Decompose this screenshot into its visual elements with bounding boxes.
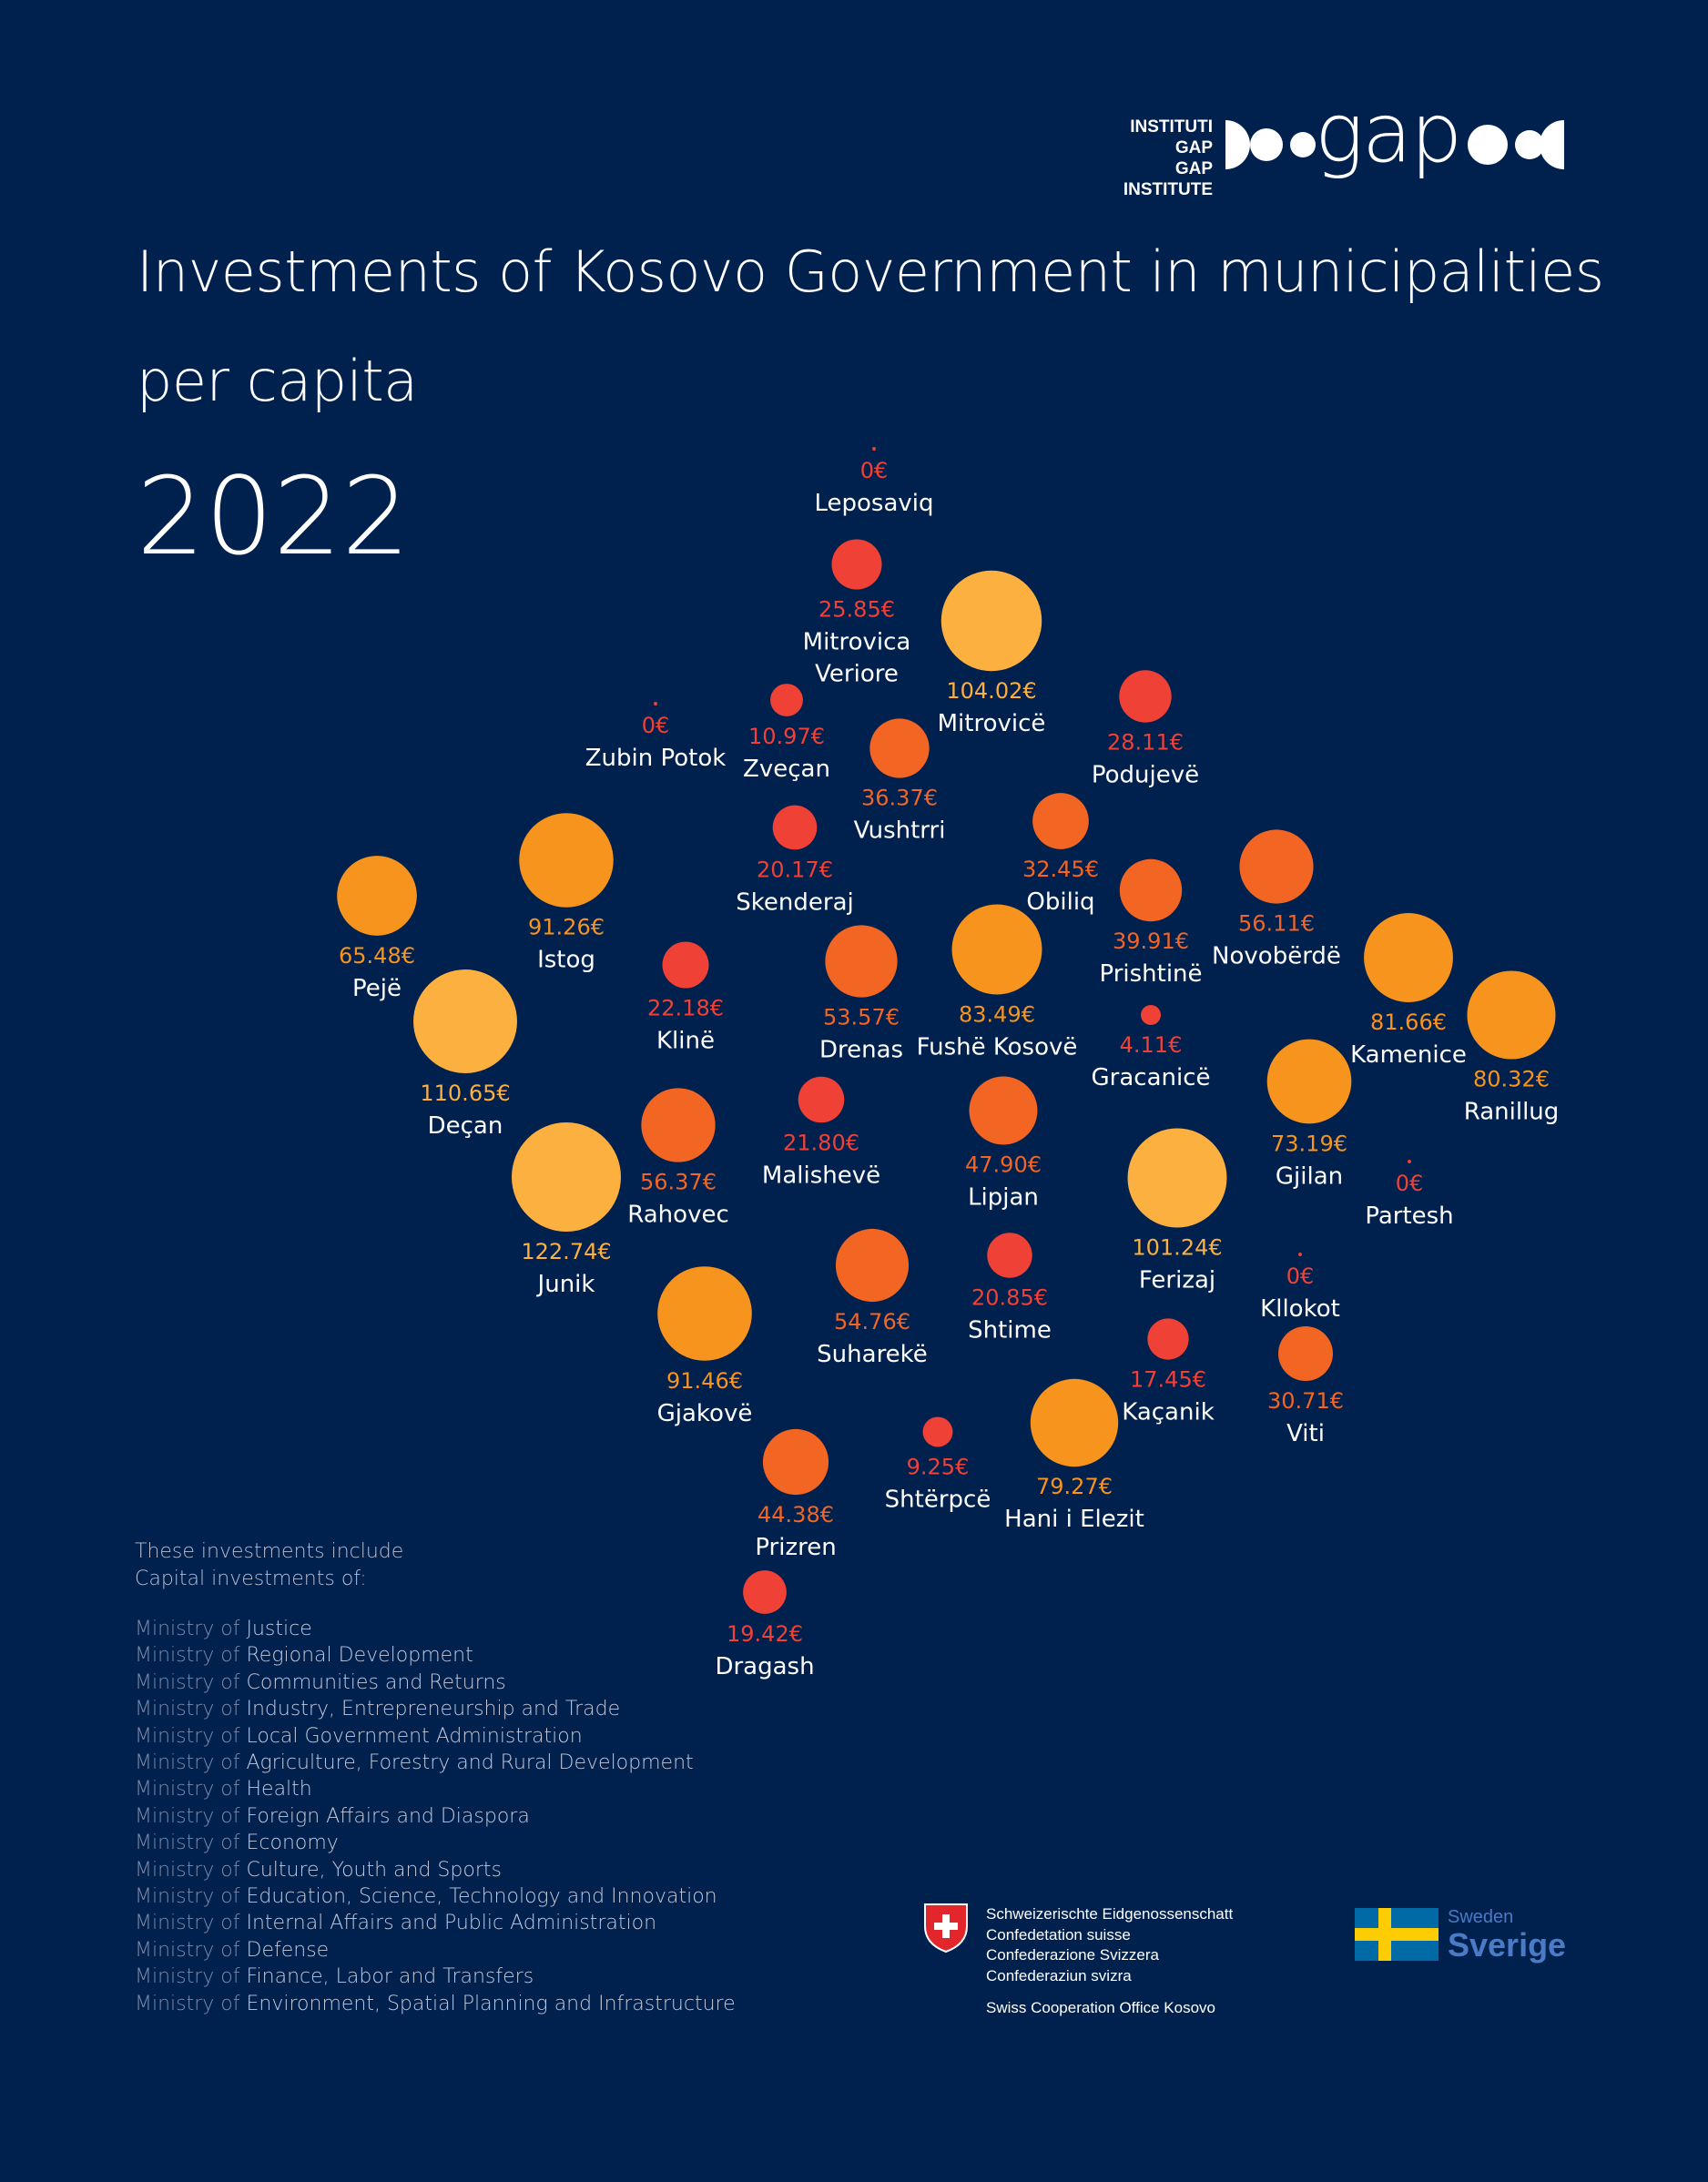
municipality-label: Ferizaj — [1138, 1266, 1216, 1294]
value-label: 79.27€ — [1036, 1474, 1113, 1500]
ministry-name: Regional Development — [246, 1644, 473, 1668]
bubble — [952, 905, 1042, 995]
value-label: 56.37€ — [640, 1169, 717, 1195]
municipality-label: Pejë — [352, 974, 402, 1002]
brand-word: gap — [1315, 86, 1461, 181]
value-label: 32.45€ — [1022, 856, 1099, 882]
municipality-drenas — [819, 925, 903, 1063]
value-label: 56.11€ — [1238, 910, 1315, 937]
bubble — [872, 447, 876, 451]
value-label: 110.65€ — [420, 1080, 511, 1106]
ministry-name: Industry, Entrepreneurship and Trade — [246, 1698, 621, 1721]
bubble — [1147, 1318, 1188, 1359]
value-label: 91.46€ — [666, 1367, 743, 1394]
page-subtitle: per capita — [137, 348, 418, 414]
municipality-label: Gracanicë — [1091, 1063, 1211, 1091]
value-label: 122.74€ — [521, 1239, 612, 1264]
municipality-novoberde — [1212, 829, 1341, 969]
ministry-name: Justice — [246, 1618, 312, 1640]
municipality-label: Leposaviq — [814, 490, 934, 517]
bubble — [662, 941, 708, 988]
value-label: 30.71€ — [1267, 1388, 1344, 1415]
ministry-item — [135, 1776, 736, 1802]
value-label: 22.18€ — [647, 995, 724, 1021]
value-label: 91.26€ — [528, 914, 605, 940]
value-label: 21.80€ — [783, 1130, 859, 1156]
sweden-wordmark — [1448, 1907, 1566, 1963]
investment-note — [135, 1538, 403, 1593]
ministry-item — [135, 1696, 736, 1722]
bubble — [1267, 1040, 1352, 1124]
swiss-line: Confederaziun svizra — [986, 1966, 1132, 1984]
municipality-label: Mitrovicë — [937, 710, 1046, 738]
value-label: 20.85€ — [971, 1284, 1048, 1311]
ministry-item — [135, 1910, 736, 1936]
value-label: 39.91€ — [1113, 929, 1189, 955]
value-label: 0€ — [641, 713, 670, 738]
municipality-label: Dragash — [715, 1652, 815, 1680]
value-label: 9.25€ — [906, 1454, 970, 1480]
municipality-podujeve — [1092, 670, 1199, 788]
swiss-office-label: Swiss Cooperation Office Kosovo — [986, 1999, 1215, 2016]
municipality-partesh — [1365, 1160, 1453, 1230]
bubble — [1141, 1005, 1161, 1025]
municipality-label: Prishtinë — [1099, 960, 1203, 989]
value-label: 80.32€ — [1473, 1066, 1550, 1092]
swiss-line: Schweizerischte Eidgenossenschatt — [986, 1905, 1234, 1923]
ministry-name: Communities and Returns — [246, 1670, 506, 1694]
ministry-prefix: Ministry of — [135, 1618, 247, 1640]
municipality-label: Drenas — [818, 1036, 904, 1064]
municipality-label: Fushë Kosovë — [916, 1033, 1078, 1061]
bubble — [869, 718, 929, 777]
ministry-item — [135, 1830, 736, 1856]
ministry-item — [135, 1642, 736, 1669]
bubble — [987, 1233, 1032, 1277]
municipality-label: Novobërdë — [1212, 942, 1341, 970]
ministry-prefix: Ministry of — [135, 1965, 247, 1989]
value-label: 25.85€ — [818, 596, 895, 623]
bubble — [923, 1417, 953, 1447]
bubble — [1298, 1253, 1302, 1256]
municipality-label: Rahovec — [627, 1201, 729, 1229]
swiss-shield-icon — [923, 1903, 969, 1954]
bubble — [763, 1429, 829, 1495]
municipality-label: Obiliq — [1026, 888, 1095, 916]
municipality-label: Ranillug — [1463, 1098, 1560, 1126]
municipality-gracanice — [1092, 1005, 1211, 1091]
ministry-item — [135, 1669, 736, 1696]
brand-line-2: GAP INSTITUTE — [1123, 159, 1213, 199]
ministry-prefix: Ministry of — [135, 1938, 247, 1962]
ministry-name: Finance, Labor and Transfers — [246, 1965, 534, 1989]
value-label: 0€ — [859, 458, 889, 483]
bubble — [1278, 1326, 1333, 1381]
sweden-small: Sweden — [1448, 1907, 1514, 1927]
value-label: 101.24€ — [1132, 1234, 1223, 1261]
municipality-suhareke — [817, 1229, 928, 1368]
ministry-prefix: Ministry of — [135, 1724, 247, 1748]
municipality-prishtine — [1099, 859, 1202, 988]
municipality-label: Skenderaj — [736, 888, 854, 917]
municipality-label: Veriore — [815, 660, 899, 688]
value-label: 47.90€ — [965, 1152, 1042, 1178]
municipality-zvecan — [743, 684, 830, 783]
bubble — [743, 1570, 787, 1614]
bubble — [1120, 859, 1182, 921]
bubble — [798, 1077, 845, 1123]
bubble — [1239, 829, 1313, 903]
ministry-name: Local Government Administration — [246, 1724, 583, 1748]
municipality-kllokot — [1260, 1253, 1340, 1323]
ministry-prefix: Ministry of — [135, 1644, 247, 1668]
municipality-label: Prizren — [755, 1534, 837, 1562]
municipality-lipjan — [965, 1077, 1042, 1212]
ministry-list — [135, 1616, 736, 2017]
municipality-label: Zveçan — [743, 755, 830, 783]
ministry-item — [135, 1723, 736, 1750]
municipality-mitrovica-veriore — [803, 539, 911, 687]
bubble — [831, 539, 881, 589]
municipality-obiliq — [1022, 793, 1099, 916]
municipality-kamenice — [1350, 913, 1467, 1069]
bubble — [1128, 1129, 1227, 1228]
ministry-name: Health — [246, 1778, 312, 1801]
ministry-name: Economy — [246, 1832, 339, 1855]
municipality-rahovec — [627, 1088, 729, 1228]
municipality-label: Istog — [537, 946, 595, 974]
municipality-label: Vushtrri — [853, 817, 946, 845]
note-line-2: Capital investments of: — [135, 1568, 367, 1590]
ministry-prefix: Ministry of — [135, 1912, 247, 1935]
municipality-gjakove — [657, 1266, 753, 1427]
bubble — [1467, 970, 1555, 1059]
brand-line-1: INSTITUTI GAP — [1130, 117, 1213, 157]
value-label: 83.49€ — [959, 1001, 1035, 1028]
municipality-peje — [337, 856, 417, 1002]
municipality-label: Suharekë — [817, 1341, 928, 1369]
value-label: 36.37€ — [861, 785, 938, 811]
municipality-label: Podujevë — [1091, 761, 1200, 789]
ministry-item — [135, 1616, 736, 1642]
municipality-label: Zubin Potok — [585, 745, 727, 772]
bubble — [654, 702, 657, 705]
bubble — [1119, 670, 1171, 722]
municipality-malisheve — [762, 1077, 880, 1190]
municipality-junik — [512, 1122, 621, 1298]
ministry-name: Internal Affairs and Public Administration — [246, 1912, 657, 1935]
municipality-ferizaj — [1128, 1129, 1227, 1294]
page-title: Investments of Kosovo Government in municipalities — [137, 238, 1604, 305]
ministry-item — [135, 1883, 736, 1910]
ministry-name: Defense — [246, 1938, 330, 1962]
value-label: 54.76€ — [834, 1309, 910, 1335]
value-label: 17.45€ — [1130, 1366, 1206, 1393]
bubble — [1031, 1379, 1118, 1467]
ministry-item — [135, 1991, 736, 2017]
municipality-label: Gjilan — [1275, 1162, 1344, 1191]
municipality-label: Gjakovë — [656, 1399, 753, 1427]
municipality-label: Viti — [1286, 1420, 1325, 1448]
bubble — [1408, 1160, 1411, 1163]
value-label: 65.48€ — [339, 942, 415, 969]
ministry-item — [135, 1750, 736, 1776]
year-label: 2022 — [137, 453, 411, 579]
bubble — [970, 1077, 1038, 1145]
ministry-prefix: Ministry of — [135, 1885, 247, 1909]
municipality-viti — [1267, 1326, 1344, 1447]
ministry-name: Foreign Affairs and Diaspora — [246, 1804, 530, 1828]
municipality-vushtrri — [854, 718, 946, 844]
swiss-line: Confederazione Svizzera — [986, 1946, 1159, 1964]
municipality-kline — [647, 941, 724, 1054]
municipality-label: Mitrovica — [802, 628, 911, 656]
municipality-mitrovice — [938, 571, 1046, 737]
ministry-prefix: Ministry of — [135, 1804, 247, 1828]
ministry-prefix: Ministry of — [135, 1992, 247, 2015]
ministry-prefix: Ministry of — [135, 1698, 247, 1721]
municipality-shterpce — [885, 1417, 991, 1514]
municipality-skenderaj — [736, 806, 853, 917]
municipality-label: Deçan — [427, 1111, 503, 1140]
bubble — [836, 1229, 909, 1302]
ministry-name: Agriculture, Forestry and Rural Development — [246, 1751, 694, 1775]
value-label: 81.66€ — [1370, 1009, 1447, 1035]
ministry-prefix: Ministry of — [135, 1832, 247, 1855]
municipality-leposaviq — [814, 447, 933, 517]
ministry-prefix: Ministry of — [135, 1858, 247, 1882]
ministry-item — [135, 1857, 736, 1883]
value-label: 19.42€ — [727, 1620, 803, 1647]
bubble — [337, 856, 417, 936]
bubble — [773, 806, 818, 850]
bubble — [512, 1122, 621, 1232]
bubble — [657, 1266, 752, 1361]
municipality-label: Malishevë — [761, 1162, 881, 1190]
municipality-shtime — [968, 1233, 1052, 1344]
bubble — [1032, 793, 1089, 849]
bubble — [641, 1088, 715, 1162]
bubble — [941, 571, 1042, 671]
value-label: 20.17€ — [757, 857, 833, 883]
municipality-label: Junik — [537, 1271, 595, 1298]
value-label: 28.11€ — [1107, 729, 1184, 756]
municipality-label: Kamenice — [1350, 1040, 1467, 1069]
municipality-ranillug — [1464, 970, 1560, 1125]
municipality-label: Klinë — [656, 1027, 715, 1055]
municipality-label: Shtërpcë — [884, 1486, 991, 1514]
municipality-label: Partesh — [1365, 1203, 1454, 1230]
bubble — [413, 969, 517, 1073]
value-label: 44.38€ — [757, 1502, 834, 1528]
ministry-item — [135, 1964, 736, 1990]
municipality-prizren — [755, 1429, 836, 1561]
value-label: 73.19€ — [1271, 1131, 1347, 1157]
ministry-item — [135, 1937, 736, 1964]
bubble — [825, 925, 897, 997]
ministry-name: Culture, Youth and Sports — [246, 1858, 502, 1882]
ministry-prefix: Ministry of — [135, 1670, 247, 1694]
municipality-label: Shtime — [968, 1316, 1052, 1345]
value-label: 0€ — [1395, 1171, 1424, 1196]
municipality-kacanik — [1122, 1318, 1215, 1426]
municipality-label: Kaçanik — [1122, 1398, 1215, 1426]
ministry-prefix: Ministry of — [135, 1778, 247, 1801]
municipality-fushe-kosove — [917, 905, 1078, 1061]
value-label: 104.02€ — [946, 678, 1037, 705]
municipality-zubin-potok — [585, 702, 727, 772]
sweden-big: Sverige — [1448, 1926, 1567, 1964]
ministry-name: Education, Science, Technology and Innovation — [246, 1885, 717, 1909]
swiss-line: Confedetation suisse — [986, 1925, 1131, 1944]
ministry-item — [135, 1803, 736, 1830]
swiss-confederation-text — [986, 1904, 1233, 1986]
municipality-label: Kllokot — [1260, 1295, 1340, 1323]
ministry-name: Environment, Spatial Planning and Infrastructure — [246, 1992, 736, 2015]
municipality-label: Lipjan — [968, 1183, 1039, 1212]
municipality-decan — [413, 969, 517, 1140]
bubble — [519, 813, 613, 907]
ministry-prefix: Ministry of — [135, 1751, 247, 1775]
municipality-gjilan — [1267, 1040, 1352, 1191]
sweden-flag-icon — [1355, 1908, 1439, 1961]
bubble — [1364, 913, 1453, 1002]
note-line-1: These investments include — [135, 1540, 404, 1563]
value-label: 0€ — [1286, 1264, 1315, 1289]
value-label: 10.97€ — [748, 723, 825, 749]
municipality-label: Hani i Elezit — [1004, 1506, 1144, 1534]
value-label: 4.11€ — [1119, 1031, 1183, 1058]
municipality-istog — [519, 813, 613, 973]
value-label: 53.57€ — [823, 1004, 900, 1030]
bubble — [770, 684, 803, 716]
